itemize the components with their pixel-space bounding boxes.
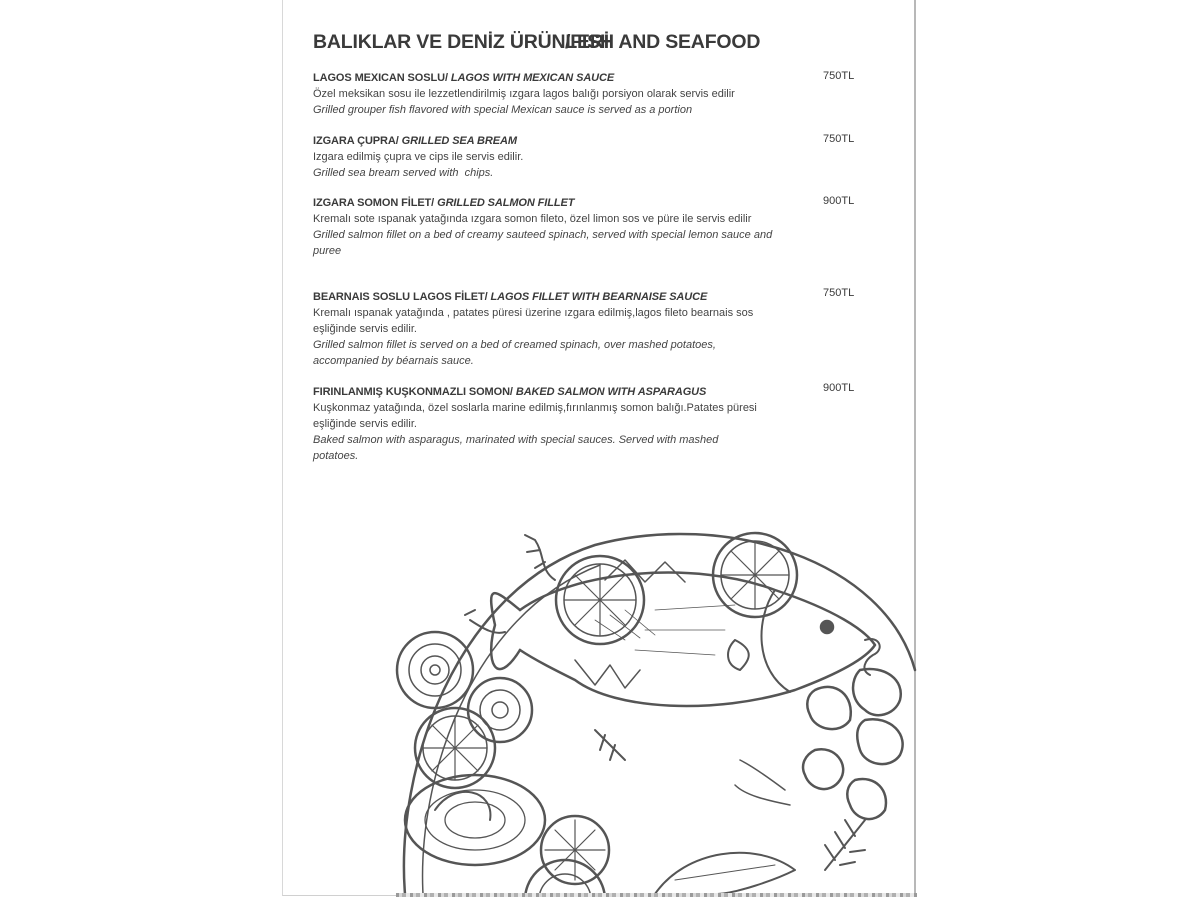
item-name	[313, 195, 783, 211]
item-description-tr: Kremalı ıspanak yatağında , patates püresi üzerine ızgara edilmiş,lagos fileto bearnais sos eşliğinde servis edilir.	[313, 307, 754, 335]
item-name-en: GRILLED SEA BREAM	[401, 135, 517, 147]
item-name-tr: LAGOS MEXICAN SOSLU/	[313, 72, 448, 84]
title-turkish: BALIKLAR VE DENİZ ÜRÜNLERİ	[313, 31, 609, 53]
onion-ring-icon	[525, 860, 605, 894]
item-description-en: Grilled grouper fish flavored with special Mexican sauce is served as a portion	[313, 104, 693, 116]
shrimp-icon	[735, 669, 903, 819]
item-name	[313, 133, 783, 149]
item-price: 750TL	[823, 287, 855, 299]
fish-icon	[491, 560, 880, 706]
item-description-en: Grilled salmon fillet is served on a bed of creamed spinach, over mashed potatoes, accompanied by béarnais sauce.	[313, 339, 716, 367]
item-description-tr: Izgara edilmiş çupra ve cips ile servis edilir.	[313, 151, 524, 163]
menu-item	[313, 384, 783, 464]
item-name-en: LAGOS WITH MEXICAN SAUCE	[450, 72, 615, 84]
item-name-tr: IZGARA ÇUPRA/	[313, 135, 399, 147]
item-name-en: LAGOS FILLET WITH BEARNAISE SAUCE	[490, 291, 708, 303]
lemon-slice-icon	[541, 816, 609, 884]
onion-ring-icon	[468, 678, 532, 742]
item-price: 900TL	[823, 195, 855, 207]
item-name	[313, 70, 783, 86]
item-description-en: Grilled salmon fillet on a bed of creamy sauteed spinach, served with special lemon sauce and puree	[313, 229, 773, 257]
seafood-plate-icon	[395, 520, 917, 894]
onion-ring-icon	[397, 632, 473, 708]
item-name-tr: FIRINLANMIŞ KUŞKONMAZLI SOMON/	[313, 386, 513, 398]
menu-item	[313, 195, 783, 259]
page-footer-strip	[396, 893, 917, 897]
item-name-en: GRILLED SALMON FILLET	[437, 197, 575, 209]
item-price: 750TL	[823, 133, 855, 145]
menu-item	[313, 70, 783, 118]
menu-page	[282, 0, 916, 896]
item-description-en: Grilled sea bream served with chips.	[313, 167, 494, 179]
item-name	[313, 384, 783, 400]
menu-item	[313, 133, 783, 181]
item-description-en: Baked salmon with asparagus, marinated with special sauces. Served with mashed potatoes.	[313, 434, 719, 462]
item-name-tr: IZGARA SOMON FİLET/	[313, 197, 435, 209]
title-english: /FISH AND SEAFOOD	[565, 31, 761, 53]
item-description-tr: Kremalı sote ıspanak yatağında ızgara somon fileto, özel limon sos ve püre ile servis edilir	[313, 213, 752, 225]
seafood-plate-illustration	[395, 520, 917, 894]
item-price: 900TL	[823, 382, 855, 394]
item-name-en: BAKED SALMON WITH ASPARAGUS	[515, 386, 707, 398]
item-name-tr: BEARNAIS SOSLU LAGOS FİLET/	[313, 291, 488, 303]
lemon-slice-icon	[713, 533, 797, 617]
item-description-tr: Özel meksikan sosu ile lezzetlendirilmiş ızgara lagos balığı porsiyon olarak servis edilir	[313, 88, 735, 100]
item-name	[313, 289, 783, 305]
item-description-tr: Kuşkonmaz yatağında, özel soslarla marine edilmiş,fırınlanmış somon balığı.Patates püresi eşliğinde servis edilir.	[313, 402, 757, 430]
menu-item	[313, 289, 783, 369]
item-price: 750TL	[823, 70, 855, 82]
